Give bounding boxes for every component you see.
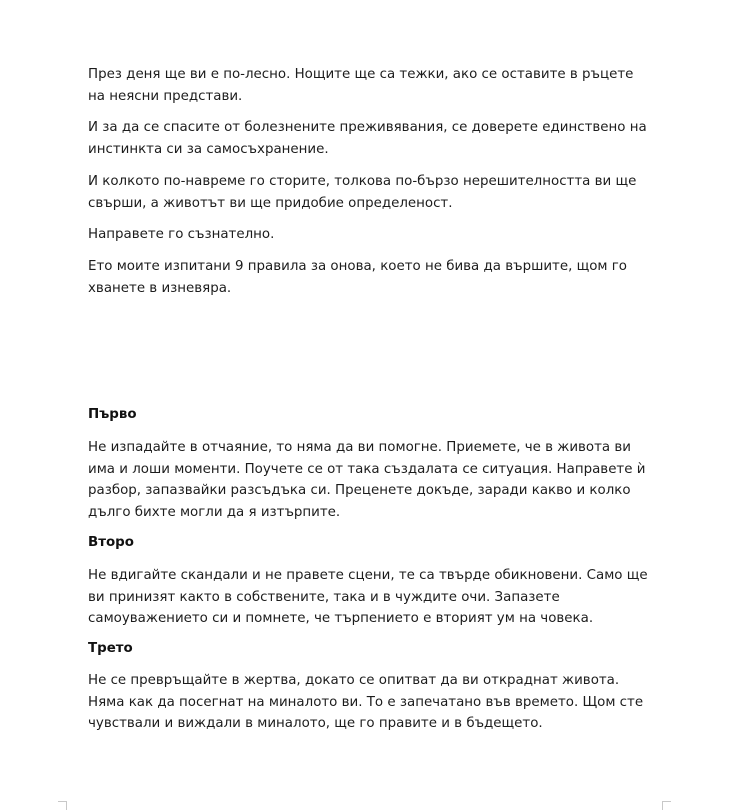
paragraph-intro-1: През деня ще ви е по-лесно. Нощите ще са тежки, ако се оставите в ръцете на неясни представи. bbox=[88, 67, 634, 104]
section-heading-second: Второ bbox=[88, 535, 134, 550]
section-body-second: Не вдигайте скандали и не правете сцени, те са твърде обикновени. Само ще ви принизят както в собствените, така и в чуждите очи. Запазете самоуважението си и помнете, че търпението е вторият ум на човека. bbox=[88, 568, 648, 626]
section-body-third: Не се превръщайте в жертва, докато се опитват да ви откраднат живота. Няма как да посегнат на миналото ви. То е запечатано във времето. Щом сте чувствали и виждали в миналото, ще го правите и в бъдещето. bbox=[88, 673, 644, 731]
paragraph-intro-5: Ето моите изпитани 9 правила за онова, което не бива да вършите, щом го хванете в изневяра. bbox=[88, 259, 627, 296]
section-heading-first: Първо bbox=[88, 407, 137, 422]
paragraph-intro-3: И колкото по-навреме го сторите, толкова по-бързо нерешителността ви ще свърши, а животът ви ще придобие определеност. bbox=[88, 174, 637, 211]
paragraph-intro-4: Направете го съзнателно. bbox=[88, 227, 275, 242]
section-heading-third: Трето bbox=[88, 641, 133, 656]
section-body-first: Не изпадайте в отчаяние, то няма да ви помогне. Приемете, че в живота ви има и лоши моменти. Поучете се от така създалата се ситуация. Направете ѝ разбор, запазвайки разсъдъка си. Преценете докъде, заради какво и колко дълго бихте могли да я изтърпите. bbox=[88, 440, 646, 520]
paragraph-intro-2: И за да се спасите от болезнените преживявания, се доверете единствено на инстинкта си за самосъхранение. bbox=[88, 120, 647, 157]
